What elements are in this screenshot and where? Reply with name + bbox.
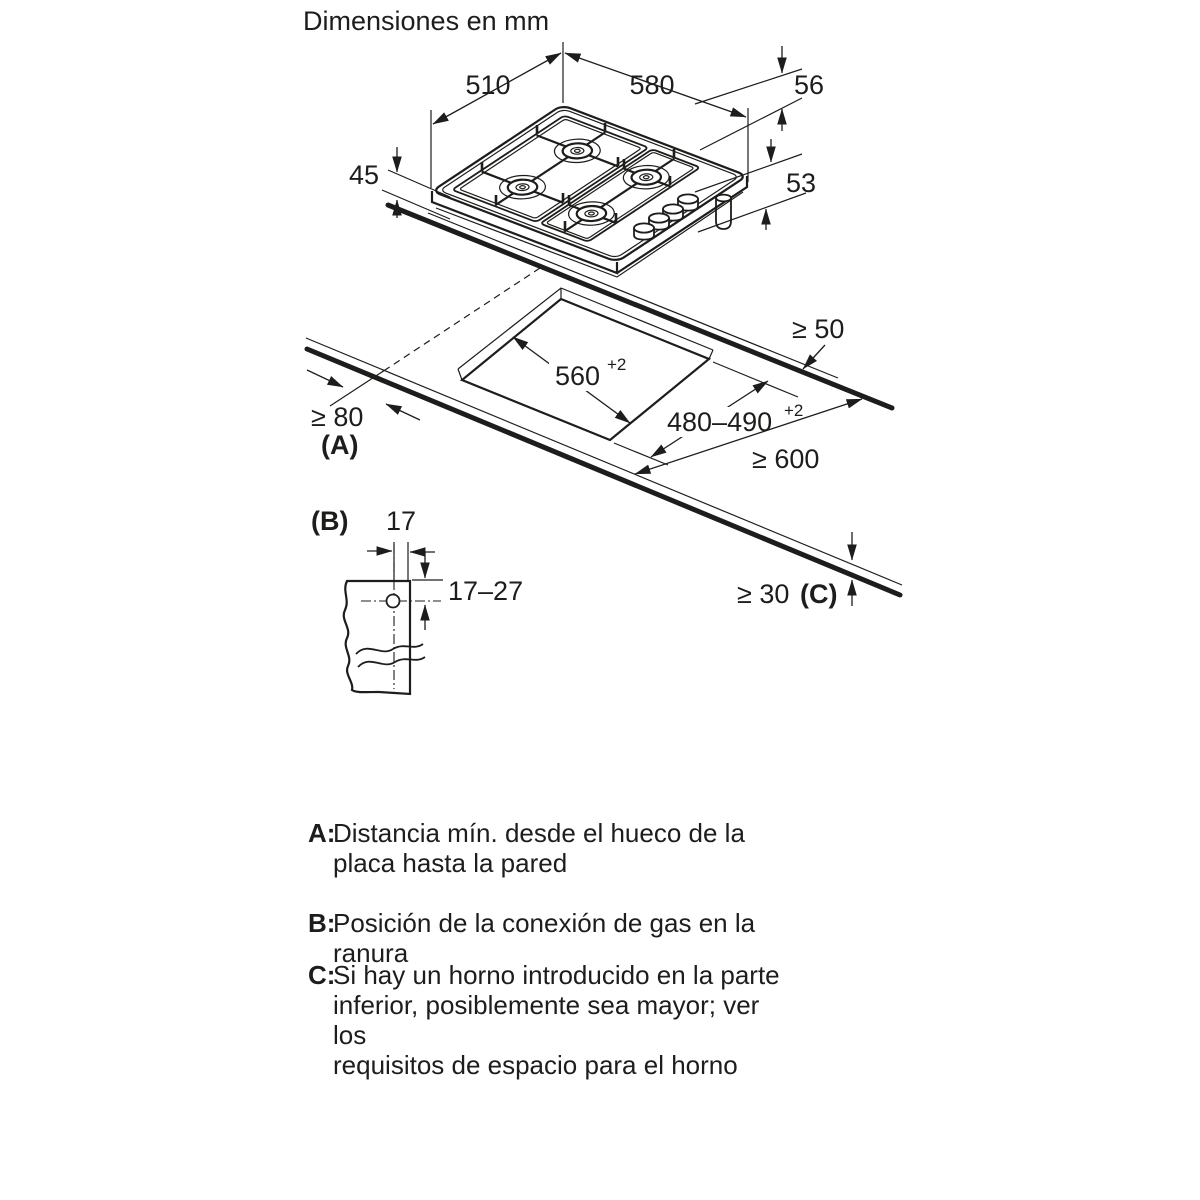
ref-a-label: (A)	[321, 430, 359, 460]
break-mark	[358, 657, 425, 667]
legend-item-c	[308, 960, 788, 1080]
dim-560-label: 560	[555, 361, 601, 391]
break-mark	[356, 644, 423, 654]
dim-56-label: 56	[794, 70, 825, 100]
side-clearance-arrow	[307, 370, 343, 387]
extension-line	[698, 193, 806, 232]
slot-width-label: 17	[385, 506, 417, 536]
dim-510-label: 510	[465, 70, 511, 100]
legend-text: requisitos de espacio para el horno	[333, 1050, 738, 1080]
legend-key-a: A:	[308, 818, 336, 848]
legend-key-b: B:	[308, 908, 336, 938]
legend-key-c: C:	[308, 960, 336, 990]
cabinet-panel-outline	[344, 581, 410, 694]
knob-top	[649, 213, 669, 222]
burner-front-left	[490, 171, 554, 204]
dim-45-label: 45	[348, 160, 379, 190]
hole-position-label: 17–27	[448, 576, 524, 606]
legend-text: Distancia mín. desde el hueco de la	[333, 818, 745, 848]
legend-item-b	[308, 908, 788, 968]
legend-text: Posición de la conexión de gas en la	[333, 908, 756, 938]
worktop-back-edge-top	[428, 213, 838, 378]
rear-clearance-label: ≥ 50	[792, 314, 845, 344]
dim-480-490-tolerance: +2	[784, 401, 804, 420]
hob-isometric-view	[432, 105, 747, 277]
projection-dashed-line	[385, 268, 540, 370]
dim-480-490-label: 480–490	[667, 407, 773, 437]
thickness-label: ≥ 30	[737, 579, 790, 609]
side-clearance-label: ≥ 80	[311, 402, 364, 432]
knob-top	[663, 204, 683, 213]
legend-text: Si hay un horno introducido en la parte	[333, 960, 780, 990]
projection-line	[330, 370, 385, 406]
extension-line	[388, 170, 450, 197]
dim-53-label: 53	[786, 168, 817, 198]
worktop-depth-label: ≥ 600	[752, 444, 820, 474]
worktop-cutout-view	[306, 205, 902, 609]
legend-text: ranura	[333, 938, 409, 968]
page-title: Dimensiones en mm	[303, 6, 550, 36]
legend-item-a	[308, 818, 788, 878]
legend-text: inferior, posiblemente sea mayor; ver los	[333, 990, 760, 1050]
hob-dimensions	[349, 42, 824, 232]
gas-pipe-hole	[387, 595, 400, 608]
knob-top	[634, 223, 654, 232]
knob-top	[678, 194, 698, 203]
gas-connection-detail	[311, 506, 523, 694]
burner-back-left	[545, 135, 609, 168]
dim-580-label: 580	[629, 70, 675, 100]
legend-text: placa hasta la pared	[333, 848, 568, 878]
rear-clearance-arrow	[803, 345, 825, 369]
extension-line	[614, 443, 668, 465]
dim-560-tolerance: +2	[607, 355, 627, 374]
ref-c-label: (C)	[800, 579, 838, 609]
side-clearance-arrow	[386, 404, 420, 420]
ref-b-label: (B)	[311, 506, 349, 536]
extension-line	[695, 69, 802, 104]
